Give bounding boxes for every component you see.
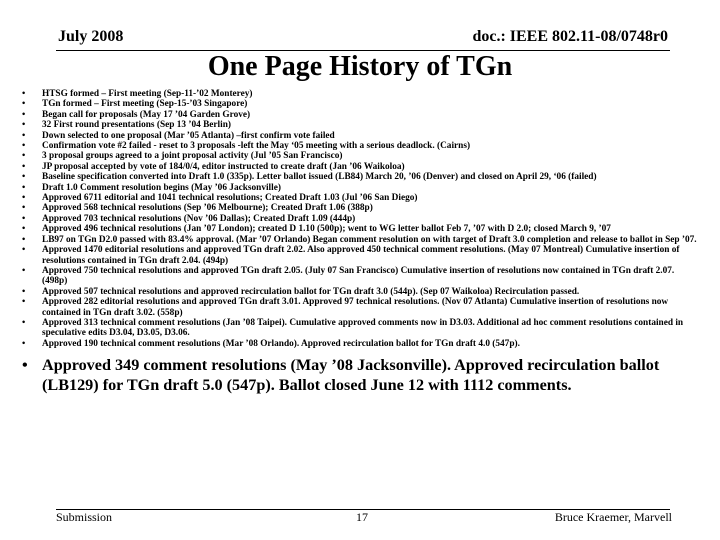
history-item — [22, 89, 700, 99]
bullet-glyph: • — [22, 297, 26, 308]
bullet-glyph: • — [22, 338, 26, 349]
footer-page-number: 17 — [356, 510, 368, 524]
bullet-glyph: • — [22, 245, 26, 256]
history-item-latest — [22, 355, 700, 395]
history-item-text: Approved 750 technical resolutions and approved TGn draft 2.05. (July 07 San Francisco) Cumulative insertion of resolutions now contained in TGn draft 2.07. (498p) — [42, 265, 675, 287]
history-item-text: Approved 6711 editorial and 1041 technical resolutions; Created Draft 1.03 (Jul ’06 San Diego) — [42, 193, 418, 204]
header-date: July 2008 — [58, 28, 124, 45]
bullet-glyph: • — [22, 151, 26, 162]
history-item-text: Baseline specification converted into Draft 1.0 (335p). Letter ballot issued (LB84) March 20, ’06 (Denver) and closed on April 29, ‘06 (failed) — [42, 172, 597, 183]
history-item-text: Down selected to one proposal (Mar ’05 Atlanta) –first confirm vote failed — [42, 130, 335, 141]
history-item — [22, 172, 700, 182]
history-item-text: Approved 1470 editorial resolutions and approved TGn draft 2.02. Also approved 450 technical comment resolutions. (May 07 Montreal) Cumulative insertion of resolutions contained in TGn draft 2.04. (494p) — [42, 245, 680, 266]
history-item-text: JP proposal accepted by vote of 184/0/4, editor instructed to create draft (Jan ’06 Waikoloa) — [42, 161, 405, 172]
history-item-latest-text: Approved 349 comment resolutions (May ’08 Jacksonville). Approved recirculation ballot (LB129) for TGn draft 5.0 (547p). Ballot closed June 12 with 1112 comments. — [42, 356, 660, 395]
bullet-glyph: • — [22, 161, 26, 172]
history-item — [22, 141, 700, 151]
history-item — [22, 287, 700, 297]
bullet-glyph: • — [22, 213, 26, 224]
bullet-glyph: • — [22, 224, 26, 235]
history-list — [22, 89, 700, 395]
history-item-text: Approved 282 editorial resolutions and approved TGn draft 3.01. Approved 97 technical resolutions. (Nov 07 Atlanta) Cumulative insertion of resolutions now contained in TGn draft 3.02. (558p) — [42, 297, 669, 318]
history-item — [22, 214, 700, 224]
history-item-text: Approved 507 technical resolutions and approved recirculation ballot for TGn draft 3.0 (544p). (Sep 07 Waikoloa) Recirculation passed. — [42, 286, 580, 297]
history-item-text: Confirmation vote #2 failed - reset to 3 proposals -left the May ‘05 meeting with a serious deadlock. (Cairns) — [42, 141, 471, 152]
history-item-text: 3 proposal groups agreed to a joint proposal activity (Jul ’05 San Francisco) — [42, 151, 343, 162]
history-item — [22, 120, 700, 130]
history-item — [22, 99, 700, 109]
footer-submission: Submission — [56, 510, 113, 524]
history-item-text: HTSG formed – First meeting (Sep-11-’02 Monterey) — [42, 89, 253, 99]
history-item — [22, 193, 700, 203]
history-item-text: Approved 190 technical comment resolutions (Mar ’08 Orlando). Approved recirculation ballot for TGn draft 4.0 (547p). — [42, 338, 520, 349]
history-item — [22, 183, 700, 193]
history-item-text: Approved 568 technical resolutions (Sep ’06 Melbourne); Created Draft 1.06 (388p) — [42, 203, 373, 214]
bullet-glyph: • — [22, 89, 26, 99]
bullet-glyph: • — [22, 265, 26, 276]
bullet-glyph: • — [22, 356, 28, 375]
bullet-glyph: • — [22, 203, 26, 214]
history-item — [22, 162, 700, 172]
history-item — [22, 318, 700, 339]
history-item — [22, 131, 700, 141]
history-item — [22, 235, 700, 245]
history-item — [22, 245, 700, 266]
bullet-glyph: • — [22, 120, 26, 131]
bullet-glyph: • — [22, 172, 26, 183]
history-item — [22, 297, 700, 318]
header-doc-id: doc.: IEEE 802.11-08/0748r0 — [472, 28, 668, 45]
history-item-text: Approved 703 technical resolutions (Nov ’06 Dallas); Created Draft 1.09 (444p) — [42, 213, 356, 224]
history-item-text: Began call for proposals (May 17 ’04 Garden Grove) — [42, 109, 251, 120]
history-item-text: LB97 on TGn D2.0 passed with 83.4% approval. (Mar ’07 Orlando) Began comment resolution on with target of Draft 3.0 completion and release to ballot in Sep ’07. — [42, 234, 697, 245]
bullet-glyph: • — [22, 99, 26, 110]
history-item — [22, 203, 700, 213]
history-item — [22, 339, 700, 349]
history-item — [22, 224, 700, 234]
bullet-glyph: • — [22, 109, 26, 120]
footer-author: Bruce Kraemer, Marvell — [554, 510, 672, 524]
history-item-text: TGn formed – First meeting (Sep-15-’03 Singapore) — [42, 99, 248, 110]
bullet-glyph: • — [22, 182, 26, 193]
history-item-text: Draft 1.0 Comment resolution begins (May ’06 Jacksonville) — [42, 182, 281, 193]
history-item-text: 32 First round presentations (Sep 13 ’04 Berlin) — [42, 120, 231, 131]
history-item — [22, 266, 700, 287]
history-item-text: Approved 313 technical comment resolutions (Jan ’08 Taipei). Cumulative approved comments now in D3.03. Additional ad hoc comment resolutions contained in speculative edits D3.04, D3.05, D3.06. — [42, 317, 684, 339]
history-item-text: Approved 496 technical resolutions (Jan ’07 London); created D 1.10 (500p); went to WG letter ballot Feb 7, ’07 with D 2.0; closed March 9, ’07 — [42, 224, 611, 235]
bullet-glyph: • — [22, 193, 26, 204]
bullet-glyph: • — [22, 234, 26, 245]
bullet-glyph: • — [22, 286, 26, 297]
history-item — [22, 151, 700, 161]
bullet-glyph: • — [22, 130, 26, 141]
slide-title: One Page History of TGn — [207, 51, 513, 82]
bullet-glyph: • — [22, 317, 26, 328]
history-item — [22, 110, 700, 120]
bullet-glyph: • — [22, 141, 26, 152]
